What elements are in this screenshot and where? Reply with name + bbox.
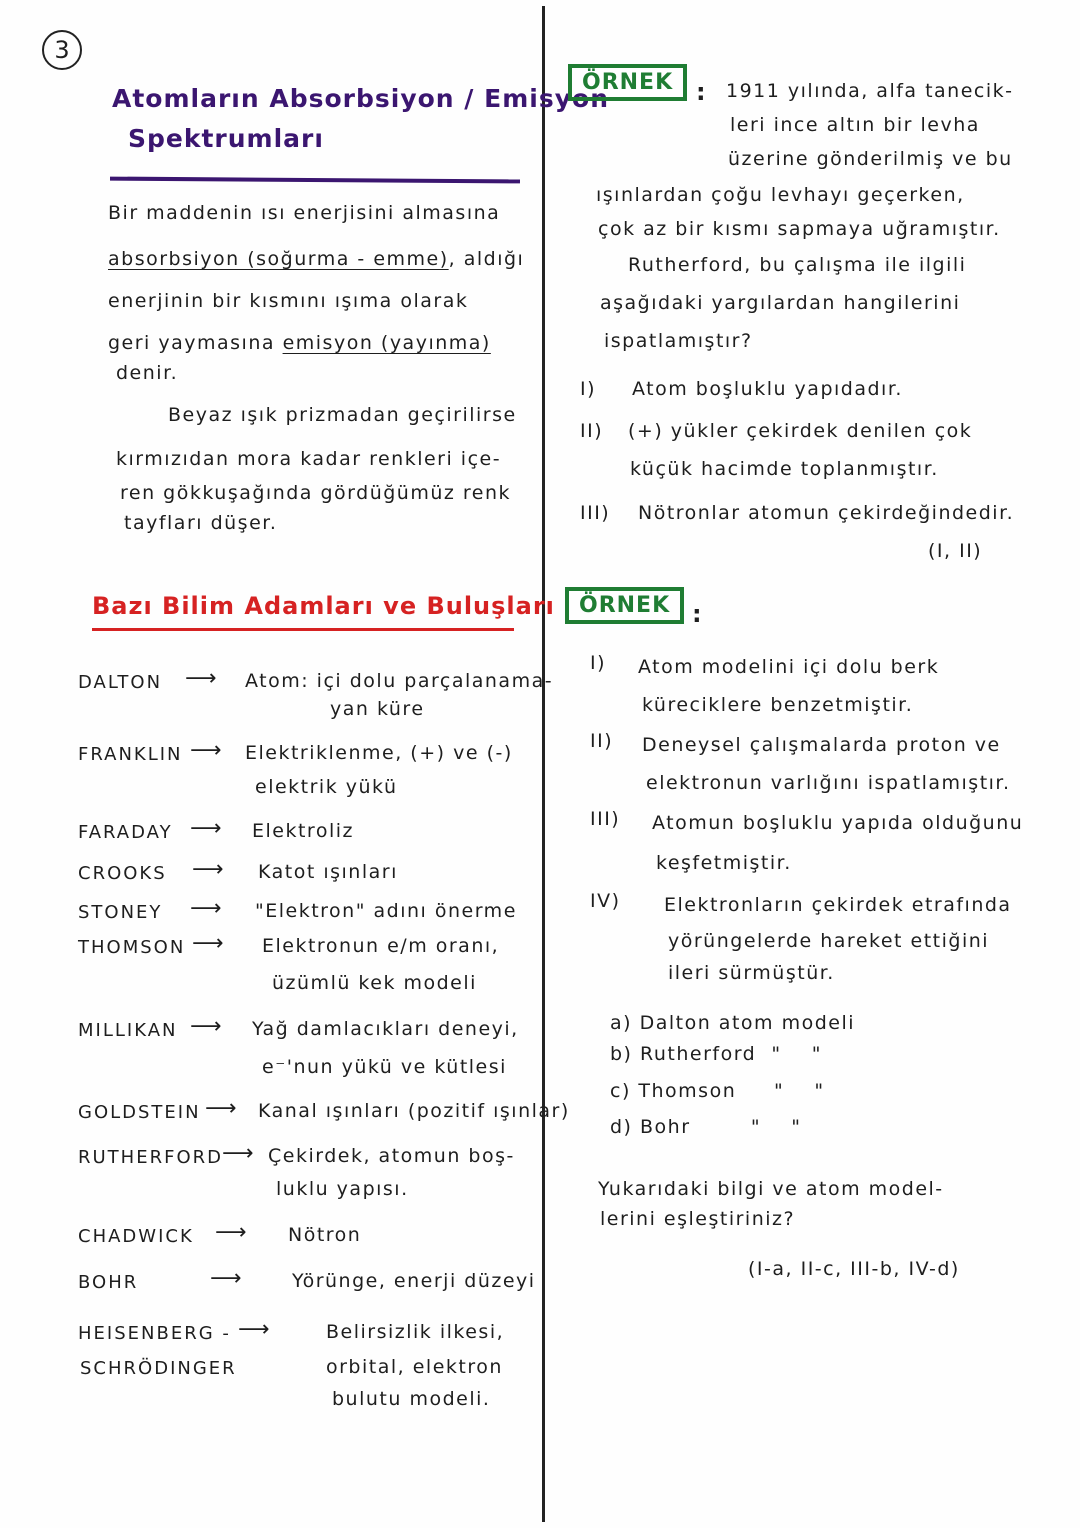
- statement-number: IV): [590, 890, 621, 912]
- prism-line: ren gökkuşağında gördüğümüz renk: [120, 482, 512, 504]
- arrow-icon: ⟶: [190, 816, 224, 841]
- statement-line: Atom modelini içi dolu berk: [638, 656, 940, 678]
- scientist-name: THOMSON: [78, 937, 186, 958]
- statement-number: I): [590, 652, 607, 674]
- discovery-line: "Elektron" adını önerme: [255, 900, 517, 922]
- prism-line: kırmızıdan mora kadar renkleri içe-: [116, 448, 502, 470]
- discovery-line: Yağ damlacıkları deneyi,: [252, 1018, 519, 1040]
- arrow-icon: ⟶: [185, 666, 219, 691]
- arrow-icon: ⟶: [190, 1014, 224, 1039]
- statement-line: küçük hacimde toplanmıştır.: [630, 458, 939, 480]
- option: b) Rutherford " ": [610, 1043, 822, 1065]
- statement-line: küreciklere benzetmiştir.: [642, 694, 914, 716]
- statement-number: I): [580, 378, 597, 400]
- prism-line: Beyaz ışık prizmadan geçirilirse: [168, 404, 517, 426]
- discovery-line: elektrik yükü: [255, 776, 398, 798]
- scientist-name: FRANKLIN: [78, 744, 183, 765]
- discovery-line: luklu yapısı.: [276, 1178, 409, 1200]
- arrow-icon: ⟶: [190, 738, 224, 763]
- statement-line: Atomun boşluklu yapıda olduğunu: [652, 812, 1024, 834]
- arrow-icon: ⟶: [210, 1266, 244, 1291]
- arrow-icon: ⟶: [190, 896, 224, 921]
- scientist-name: SCHRÖDINGER: [80, 1358, 237, 1379]
- scientist-name: CROOKS: [78, 863, 167, 884]
- intro-line: [108, 332, 491, 354]
- arrow-icon: ⟶: [215, 1220, 249, 1245]
- question-line: aşağıdaki yargılardan hangilerini: [600, 292, 961, 314]
- question-line: leri ince altın bir levha: [730, 114, 980, 136]
- arrow-icon: ⟶: [205, 1096, 239, 1121]
- statement-line: (+) yükler çekirdek denilen çok: [628, 420, 973, 442]
- option: a) Dalton atom modeli: [610, 1012, 856, 1034]
- section-title-line1: Atomların Absorbsiyon / Emisyon: [112, 84, 609, 113]
- statement-line: Elektronların çekirdek etrafında: [664, 894, 1012, 916]
- discovery-line: Çekirdek, atomun boş-: [268, 1145, 515, 1167]
- scientist-name: CHADWICK: [78, 1226, 194, 1247]
- discovery-line: Belirsizlik ilkesi,: [326, 1321, 505, 1343]
- statement-line: Atom boşluklu yapıdadır.: [632, 378, 903, 400]
- question-line: lerini eşleştiriniz?: [600, 1208, 796, 1230]
- scientist-name: HEISENBERG -: [78, 1323, 231, 1344]
- title-underline: [110, 177, 520, 184]
- discovery-line: bulutu modeli.: [332, 1388, 491, 1410]
- statement-line: yörüngelerde hareket ettiğini: [668, 930, 990, 952]
- discovery-line: Yörünge, enerji düzeyi: [292, 1270, 536, 1292]
- statement-line: keşfetmiştir.: [656, 852, 792, 874]
- colon: :: [692, 600, 704, 628]
- question-line: 1911 yılında, alfa tanecik-: [726, 80, 1014, 102]
- option: d) Bohr " ": [610, 1116, 802, 1138]
- statement-number: III): [590, 808, 621, 830]
- discovery-line: Katot ışınları: [258, 861, 398, 883]
- scientist-name: GOLDSTEIN: [78, 1102, 201, 1123]
- arrow-icon: ⟶: [192, 931, 226, 956]
- section-title-line2: Spektrumları: [128, 124, 324, 153]
- intro-line: Bir maddenin ısı enerjisini almasına: [108, 202, 501, 224]
- discovery-line: yan küre: [330, 698, 425, 720]
- question-line: Rutherford, bu çalışma ile ilgili: [628, 254, 967, 276]
- option: c) Thomson " ": [610, 1080, 825, 1102]
- question-line: Yukarıdaki bilgi ve atom model-: [598, 1178, 944, 1200]
- statement-line: ileri sürmüştür.: [668, 962, 835, 984]
- discovery-line: Elektriklenme, (+) ve (-): [245, 742, 513, 764]
- discovery-line: orbital, elektron: [326, 1356, 503, 1378]
- discovery-line: Elektronun e/m oranı,: [262, 935, 500, 957]
- scientist-name: RUTHERFORD: [78, 1147, 223, 1168]
- intro-line: enerjinin bir kısmını ışıma olarak: [108, 290, 469, 312]
- scientist-name: STONEY: [78, 902, 163, 923]
- arrow-icon: ⟶: [192, 857, 226, 882]
- discovery-line: üzümlü kek modeli: [272, 972, 477, 994]
- scientists-heading: Bazı Bilim Adamları ve Buluşları: [92, 592, 555, 620]
- question-line: çok az bir kısmı sapmaya uğramıştır.: [598, 218, 1001, 240]
- scientist-name: BOHR: [78, 1272, 139, 1293]
- statement-line: Nötronlar atomun çekirdeğindedir.: [638, 502, 1015, 524]
- question-line: ışınlardan çoğu levhayı geçerken,: [596, 184, 965, 206]
- statement-number: II): [580, 420, 604, 442]
- intro-text: , aldığı: [448, 248, 525, 270]
- colon: :: [696, 78, 708, 106]
- statement-number: II): [590, 730, 614, 752]
- example-label-box: ÖRNEK: [568, 64, 687, 101]
- discovery-line: Elektroliz: [252, 820, 354, 842]
- statement-line: elektronun varlığını ispatlamıştır.: [646, 772, 1011, 794]
- question-line: üzerine gönderilmiş ve bu: [728, 148, 1013, 170]
- discovery-line: Atom: içi dolu parçalanama-: [245, 670, 554, 692]
- statement-number: III): [580, 502, 611, 524]
- discovery-line: Nötron: [288, 1224, 362, 1246]
- scientist-name: DALTON: [78, 672, 163, 693]
- example-label-box: ÖRNEK: [565, 587, 684, 624]
- absorption-term: absorbsiyon (soğurma - emme): [108, 248, 449, 270]
- discovery-line: Kanal ışınları (pozitif ışınlar): [258, 1100, 570, 1122]
- column-divider: [542, 6, 545, 1522]
- intro-line: denir.: [116, 362, 179, 384]
- arrow-icon: ⟶: [238, 1317, 272, 1342]
- scientist-name: MILLIKAN: [78, 1020, 178, 1041]
- answer: (I, II): [928, 540, 983, 562]
- intro-line: [108, 248, 524, 270]
- heading-underline: [92, 628, 514, 631]
- page-number: 3: [42, 30, 82, 70]
- emission-term: emisyon (yayınma): [282, 332, 491, 354]
- statement-line: Deneysel çalışmalarda proton ve: [642, 734, 1001, 756]
- prism-line: tayfları düşer.: [124, 512, 278, 534]
- question-line: ispatlamıştır?: [604, 330, 753, 352]
- arrow-icon: ⟶: [222, 1141, 256, 1166]
- answer: (I-a, II-c, III-b, IV-d): [748, 1258, 960, 1280]
- discovery-line: e⁻'nun yükü ve kütlesi: [262, 1056, 507, 1078]
- intro-text: geri yaymasına: [108, 332, 283, 354]
- scientist-name: FARADAY: [78, 822, 173, 843]
